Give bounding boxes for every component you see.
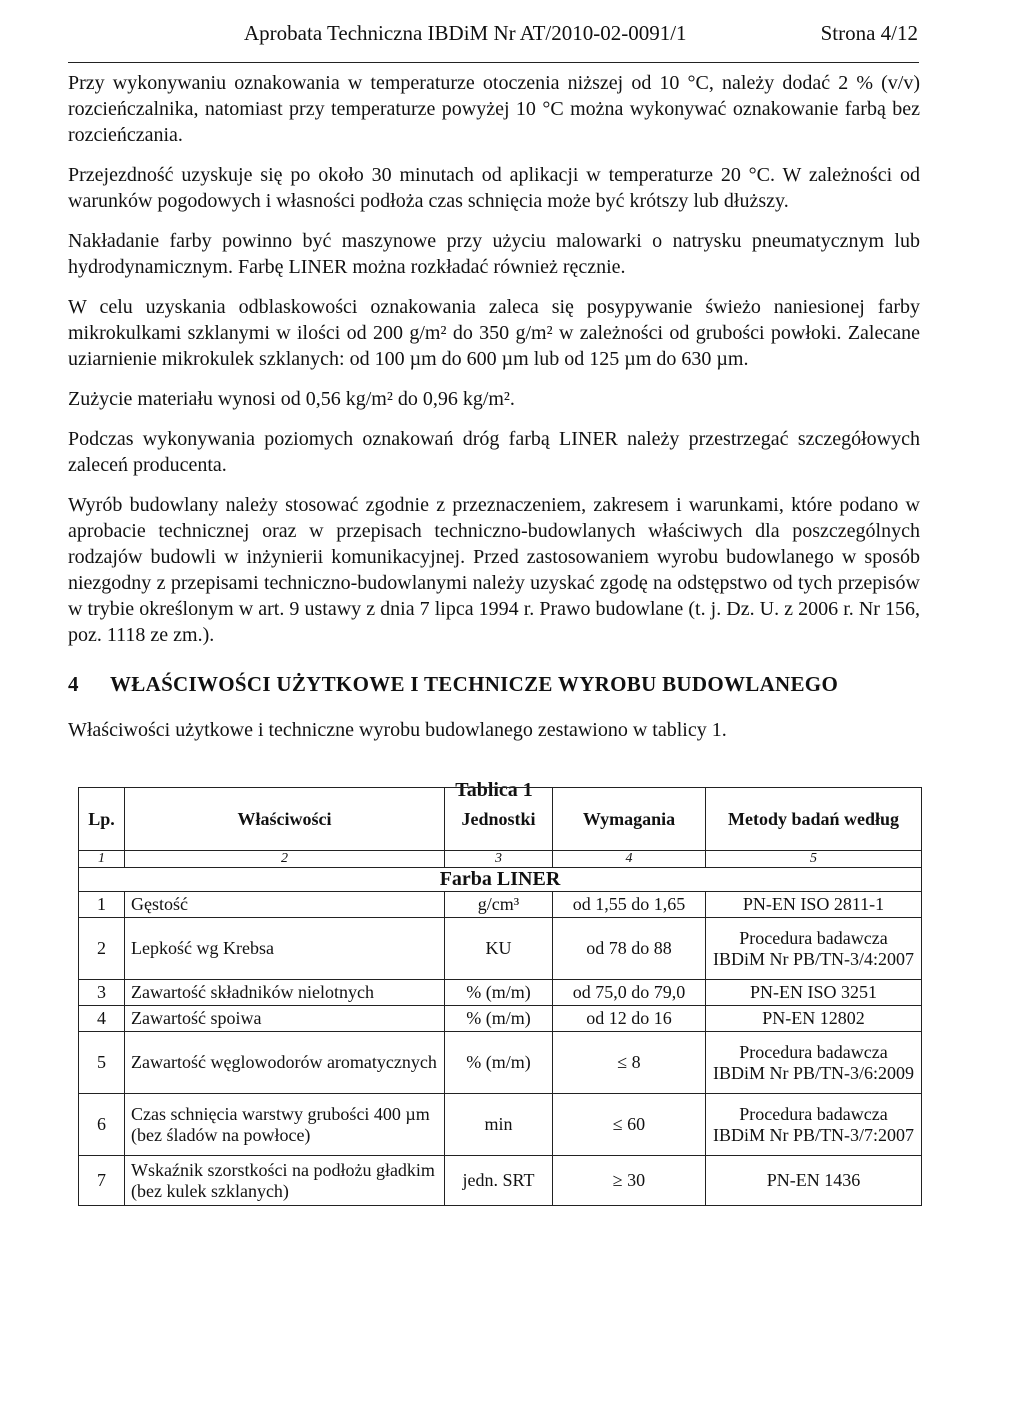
row-number-cell: 3 <box>79 980 125 1006</box>
row-number-cell: 6 <box>79 1094 125 1156</box>
table-row <box>79 1032 922 1094</box>
method-cell: PN-EN ISO 2811-1 <box>706 892 922 918</box>
row-number-cell: 2 <box>79 918 125 980</box>
table-row <box>79 1006 922 1032</box>
index-cell: 4 <box>553 851 706 868</box>
unit-cell: g/cm³ <box>445 892 553 918</box>
index-cell: 3 <box>445 851 553 868</box>
column-index-row <box>79 851 922 868</box>
paragraph-consumption: Zużycie materiału wynosi od 0,56 kg/m² do 0,96 kg/m². <box>68 388 515 410</box>
unit-cell: % (m/m) <box>445 1006 553 1032</box>
page-number: Strona 4/12 <box>820 21 918 45</box>
table-row <box>79 1156 922 1206</box>
header-units: Jednostki <box>445 788 553 851</box>
header-requirements: Wymagania <box>553 788 706 851</box>
table-row <box>79 918 922 980</box>
paragraph-usage: Wyrób budowlany należy stosować zgodnie z przeznaczeniem, zakresem i warunkami, które podano w aprobacie technicznej oraz w przepisach techniczno-budowlanych właściwych dla poszczególnych rodzajów budowli w inżynierii komunikacyjnej. Przed zastosowaniem wyrobu budowlanego w sposób niezgodny z przepisami techniczno-budowlanymi należy uzyskać zgodę na odstępstwo od tych przepisów w trybie określonym w art. 9 ustawy z dnia 7 lipca 1994 r. Prawo budowlane (t. j. Dz. U. z 2006 r. Nr 156, poz. 1118 ze zm.). <box>68 494 920 646</box>
method-cell: Procedura badawcza IBDiM Nr PB/TN-3/4:2007 <box>706 918 922 980</box>
section-intro: Właściwości użytkowe i techniczne wyrobu budowlanego zestawiono w tablicy 1. <box>68 719 727 741</box>
unit-cell: % (m/m) <box>445 980 553 1006</box>
paragraph-glass-beads: W celu uzyskania odblaskowości oznakowania zaleca się posypywanie świeżo naniesionej farby mikrokulkami szklanymi w ilości od 200 g/m² do 350 g/m² w zależności od grubości powłoki. Zalecane uziarnienie mikrokulek szklanych: od 100 µm do 600 µm lub od 125 µm do 630 µm. <box>68 296 920 370</box>
method-cell: PN-EN 12802 <box>706 1006 922 1032</box>
unit-cell: jedn. SRT <box>445 1156 553 1206</box>
page-header <box>68 18 918 48</box>
document-title: Aprobata Techniczna IBDiM Nr AT/2010-02-0091/1 <box>244 21 687 45</box>
index-cell: 1 <box>79 851 125 868</box>
requirement-cell: ≥ 30 <box>553 1156 706 1206</box>
requirement-cell: od 12 do 16 <box>553 1006 706 1032</box>
requirement-cell: od 1,55 do 1,65 <box>553 892 706 918</box>
property-cell: Zawartość składników nielotnych <box>125 980 445 1006</box>
index-cell: 5 <box>706 851 922 868</box>
table-header-row <box>79 788 922 851</box>
header-rule <box>68 62 919 63</box>
table-title: Tablica 1 <box>455 779 533 801</box>
header-methods: Metody badań według <box>706 788 922 851</box>
paragraph-application: Nakładanie farby powinno być maszynowe przy użyciu malowarki o natrysku pneumatycznym lub hydrodynamicznym. Farbę LINER można rozkładać również ręcznie. <box>68 230 920 278</box>
paragraph-producer: Podczas wykonywania poziomych oznakowań dróg farbą LINER należy przestrzegać szczegółowych zaleceń producenta. <box>68 428 920 476</box>
method-cell: Procedura badawcza IBDiM Nr PB/TN-3/6:2009 <box>706 1032 922 1094</box>
row-number-cell: 4 <box>79 1006 125 1032</box>
table-row <box>79 892 922 918</box>
property-cell: Czas schnięcia warstwy grubości 400 µm (bez śladów na powłoce) <box>125 1094 445 1156</box>
requirement-cell: od 75,0 do 79,0 <box>553 980 706 1006</box>
unit-cell: min <box>445 1094 553 1156</box>
requirement-cell: od 78 do 88 <box>553 918 706 980</box>
properties-table <box>78 787 922 1206</box>
method-cell: PN-EN ISO 3251 <box>706 980 922 1006</box>
row-number-cell: 1 <box>79 892 125 918</box>
document-body <box>68 70 920 802</box>
property-cell: Zawartość węglowodorów aromatycznych <box>125 1032 445 1094</box>
row-number-cell: 7 <box>79 1156 125 1206</box>
group-row <box>79 868 922 892</box>
table-row <box>79 980 922 1006</box>
section-heading <box>68 672 920 697</box>
header-lp: Lp. <box>79 788 125 851</box>
group-label: Farba LINER <box>79 868 922 892</box>
section-number: 4 <box>68 672 79 696</box>
row-number-cell: 5 <box>79 1032 125 1094</box>
index-cell: 2 <box>125 851 445 868</box>
table-row <box>79 1094 922 1156</box>
requirement-cell: ≤ 8 <box>553 1032 706 1094</box>
paragraph-drying: Przejezdność uzyskuje się po około 30 minutach od aplikacji w temperaturze 20 °C. W zależności od warunków pogodowych i własności podłoża czas schnięcia może być krótszy lub dłuższy. <box>68 164 920 212</box>
header-properties: Właściwości <box>125 788 445 851</box>
property-cell: Wskaźnik szorstkości na podłożu gładkim (bez kulek szklanych) <box>125 1156 445 1206</box>
method-cell: PN-EN 1436 <box>706 1156 922 1206</box>
property-cell: Zawartość spoiwa <box>125 1006 445 1032</box>
paragraph-dilution: Przy wykonywaniu oznakowania w temperaturze otoczenia niższej od 10 °C, należy dodać 2 % (v/v) rozcieńczalnika, natomiast przy temperaturze powyżej 10 °C można wykonywać oznakowanie farbą bez rozcieńczania. <box>68 72 920 146</box>
unit-cell: KU <box>445 918 553 980</box>
requirement-cell: ≤ 60 <box>553 1094 706 1156</box>
property-cell: Lepkość wg Krebsa <box>125 918 445 980</box>
property-cell: Gęstość <box>125 892 445 918</box>
method-cell: Procedura badawcza IBDiM Nr PB/TN-3/7:2007 <box>706 1094 922 1156</box>
unit-cell: % (m/m) <box>445 1032 553 1094</box>
section-title: WŁAŚCIWOŚCI UŻYTKOWE I TECHNICZE WYROBU BUDOWLANEGO <box>110 672 839 696</box>
